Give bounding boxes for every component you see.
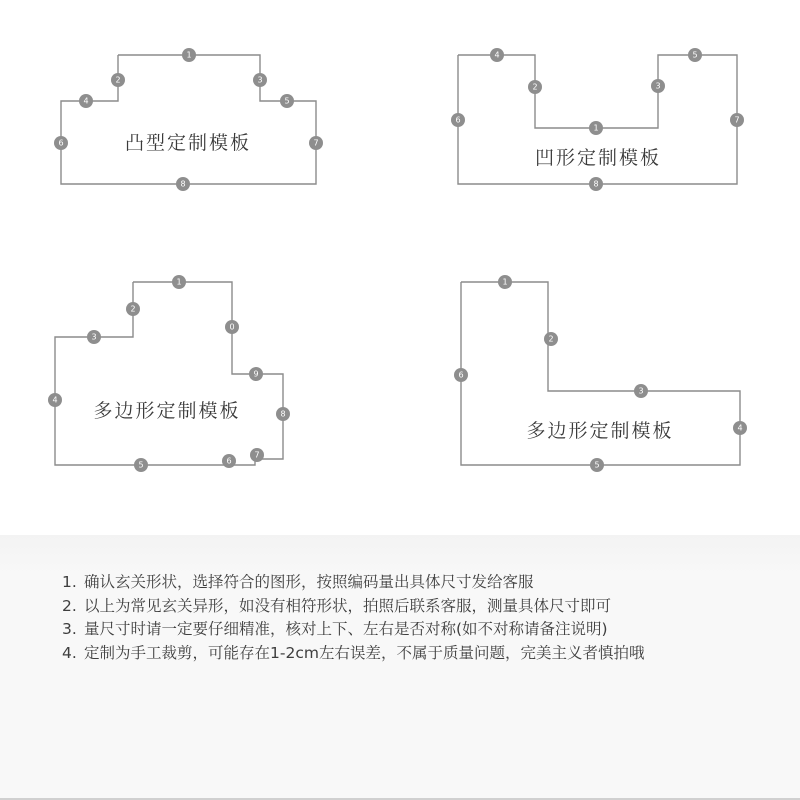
svg-text:6: 6 xyxy=(58,138,64,148)
svg-text:5: 5 xyxy=(284,96,290,106)
svg-text:7: 7 xyxy=(734,115,740,125)
marker-1 xyxy=(172,275,186,289)
svg-text:6: 6 xyxy=(458,370,464,380)
marker-6 xyxy=(222,454,236,468)
marker-5 xyxy=(590,458,604,472)
svg-text:3: 3 xyxy=(655,81,661,91)
svg-text:7: 7 xyxy=(254,450,260,460)
marker-3 xyxy=(634,384,648,398)
svg-text:1: 1 xyxy=(186,50,192,60)
template-convex-label: 凸型定制模板 xyxy=(124,132,252,154)
note-text: 定制为手工裁剪，可能存在1-2cm左右误差，不属于质量问题，完美主义者慎拍哦 xyxy=(84,643,645,662)
marker-3 xyxy=(87,330,101,344)
marker-7 xyxy=(250,448,264,462)
marker-4 xyxy=(48,393,62,407)
marker-4 xyxy=(733,421,747,435)
note-number: 3. xyxy=(62,620,77,638)
marker-8 xyxy=(176,177,190,191)
marker-5 xyxy=(134,458,148,472)
marker-5 xyxy=(280,94,294,108)
svg-text:8: 8 xyxy=(180,179,186,189)
marker-1 xyxy=(589,121,603,135)
svg-text:2: 2 xyxy=(115,75,121,85)
note-text: 量尺寸时请一定要仔细精准，核对上下、左右是否对称(如不对称请备注说明) xyxy=(84,620,608,638)
svg-text:0: 0 xyxy=(229,322,235,332)
marker-3 xyxy=(651,79,665,93)
marker-5 xyxy=(688,48,702,62)
svg-text:1: 1 xyxy=(593,123,599,133)
notes-panel xyxy=(0,535,800,800)
svg-text:5: 5 xyxy=(692,50,698,60)
svg-text:2: 2 xyxy=(548,334,554,344)
marker-6 xyxy=(451,113,465,127)
svg-text:6: 6 xyxy=(455,115,461,125)
svg-text:4: 4 xyxy=(52,395,58,405)
marker-8 xyxy=(589,177,603,191)
template-concave-label: 凹形定制模板 xyxy=(534,147,662,169)
note-number: 2. xyxy=(62,596,77,615)
note-number: 4. xyxy=(62,643,77,662)
template-convex-outline xyxy=(61,55,319,184)
marker-1 xyxy=(498,275,512,289)
note-item xyxy=(62,642,752,666)
template-convex xyxy=(54,48,323,191)
svg-text:5: 5 xyxy=(138,460,144,470)
svg-text:3: 3 xyxy=(91,332,97,342)
template-polygon-b-label: 多边形定制模板 xyxy=(526,420,674,442)
svg-text:4: 4 xyxy=(83,96,89,106)
svg-text:4: 4 xyxy=(494,50,500,60)
marker-6 xyxy=(54,136,68,150)
marker-6 xyxy=(454,368,468,382)
notes-list xyxy=(62,571,752,665)
template-polygon-a-label: 多边形定制模板 xyxy=(93,400,241,422)
template-concave xyxy=(451,48,744,191)
svg-text:6: 6 xyxy=(226,456,232,466)
marker-7 xyxy=(730,113,744,127)
note-item xyxy=(62,595,752,619)
svg-text:3: 3 xyxy=(638,386,644,396)
marker-7 xyxy=(309,136,323,150)
note-text: 确认玄关形状，选择符合的图形，按照编码量出具体尺寸发给客服 xyxy=(84,573,534,591)
svg-text:9: 9 xyxy=(253,369,259,379)
marker-8 xyxy=(276,407,290,421)
template-polygon-a xyxy=(48,275,290,472)
svg-text:8: 8 xyxy=(280,409,286,419)
note-number: 1. xyxy=(62,573,77,591)
note-text: 以上为常见玄关异形，如没有相符形状，拍照后联系客服，测量具体尺寸即可 xyxy=(84,596,612,615)
svg-text:1: 1 xyxy=(502,277,508,287)
svg-text:7: 7 xyxy=(313,138,319,148)
svg-text:2: 2 xyxy=(532,82,538,92)
marker-3 xyxy=(253,73,267,87)
note-item xyxy=(62,618,752,642)
note-item xyxy=(62,571,752,595)
svg-text:4: 4 xyxy=(737,423,743,433)
marker-2 xyxy=(111,73,125,87)
template-polygon-b xyxy=(454,275,747,472)
template-polygon-a-outline xyxy=(55,282,286,465)
svg-text:5: 5 xyxy=(594,460,600,470)
svg-text:2: 2 xyxy=(130,304,136,314)
marker-0 xyxy=(225,320,239,334)
marker-2 xyxy=(528,80,542,94)
marker-9 xyxy=(249,367,263,381)
svg-text:3: 3 xyxy=(257,75,263,85)
marker-2 xyxy=(544,332,558,346)
marker-1 xyxy=(182,48,196,62)
svg-text:8: 8 xyxy=(593,179,599,189)
marker-4 xyxy=(490,48,504,62)
marker-4 xyxy=(79,94,93,108)
svg-text:1: 1 xyxy=(176,277,182,287)
marker-2 xyxy=(126,302,140,316)
